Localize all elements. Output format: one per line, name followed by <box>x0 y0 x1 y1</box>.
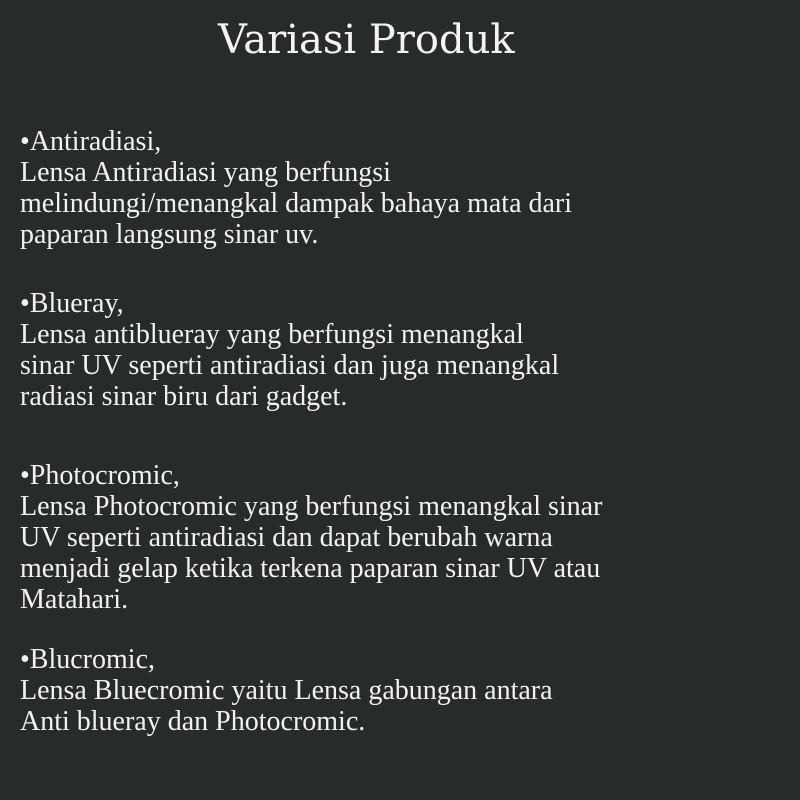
section-text-line: sinar UV seperti antiradiasi dan juga menangkal <box>20 350 560 381</box>
section-text-line: Lensa Bluecromic yaitu Lensa gabungan antara <box>20 675 553 706</box>
section-text-line: Lensa Antiradiasi yang berfungsi <box>20 157 391 188</box>
section-text-line: Lensa antiblueray yang berfungsi menangkal <box>20 319 524 350</box>
section-heading: •Blucromic, <box>20 644 155 675</box>
section-text-line: Lensa Photocromic yang berfungsi menangkal sinar <box>20 491 603 522</box>
section-text-line: Matahari. <box>20 584 129 615</box>
section-heading: •Antiradiasi, <box>20 126 162 157</box>
section-text-line: UV seperti antiradiasi dan dapat berubah warna <box>20 522 553 553</box>
section-heading: •Photocromic, <box>20 460 180 491</box>
section-blueray <box>20 288 559 412</box>
page-title: Variasi Produk <box>218 17 515 63</box>
section-photocromic <box>20 460 602 615</box>
section-text-line: melindungi/menangkal dampak bahaya mata dari <box>20 188 573 219</box>
section-heading: •Blueray, <box>20 288 124 319</box>
section-text-line: menjadi gelap ketika terkena paparan sinar UV atau <box>20 553 601 584</box>
section-text-line: radiasi sinar biru dari gadget. <box>20 381 348 412</box>
section-blucromic <box>20 644 553 737</box>
section-text-line: Anti blueray dan Photocromic. <box>20 706 366 737</box>
section-antiradiasi <box>20 126 572 250</box>
section-text-line: paparan langsung sinar uv. <box>20 219 319 250</box>
